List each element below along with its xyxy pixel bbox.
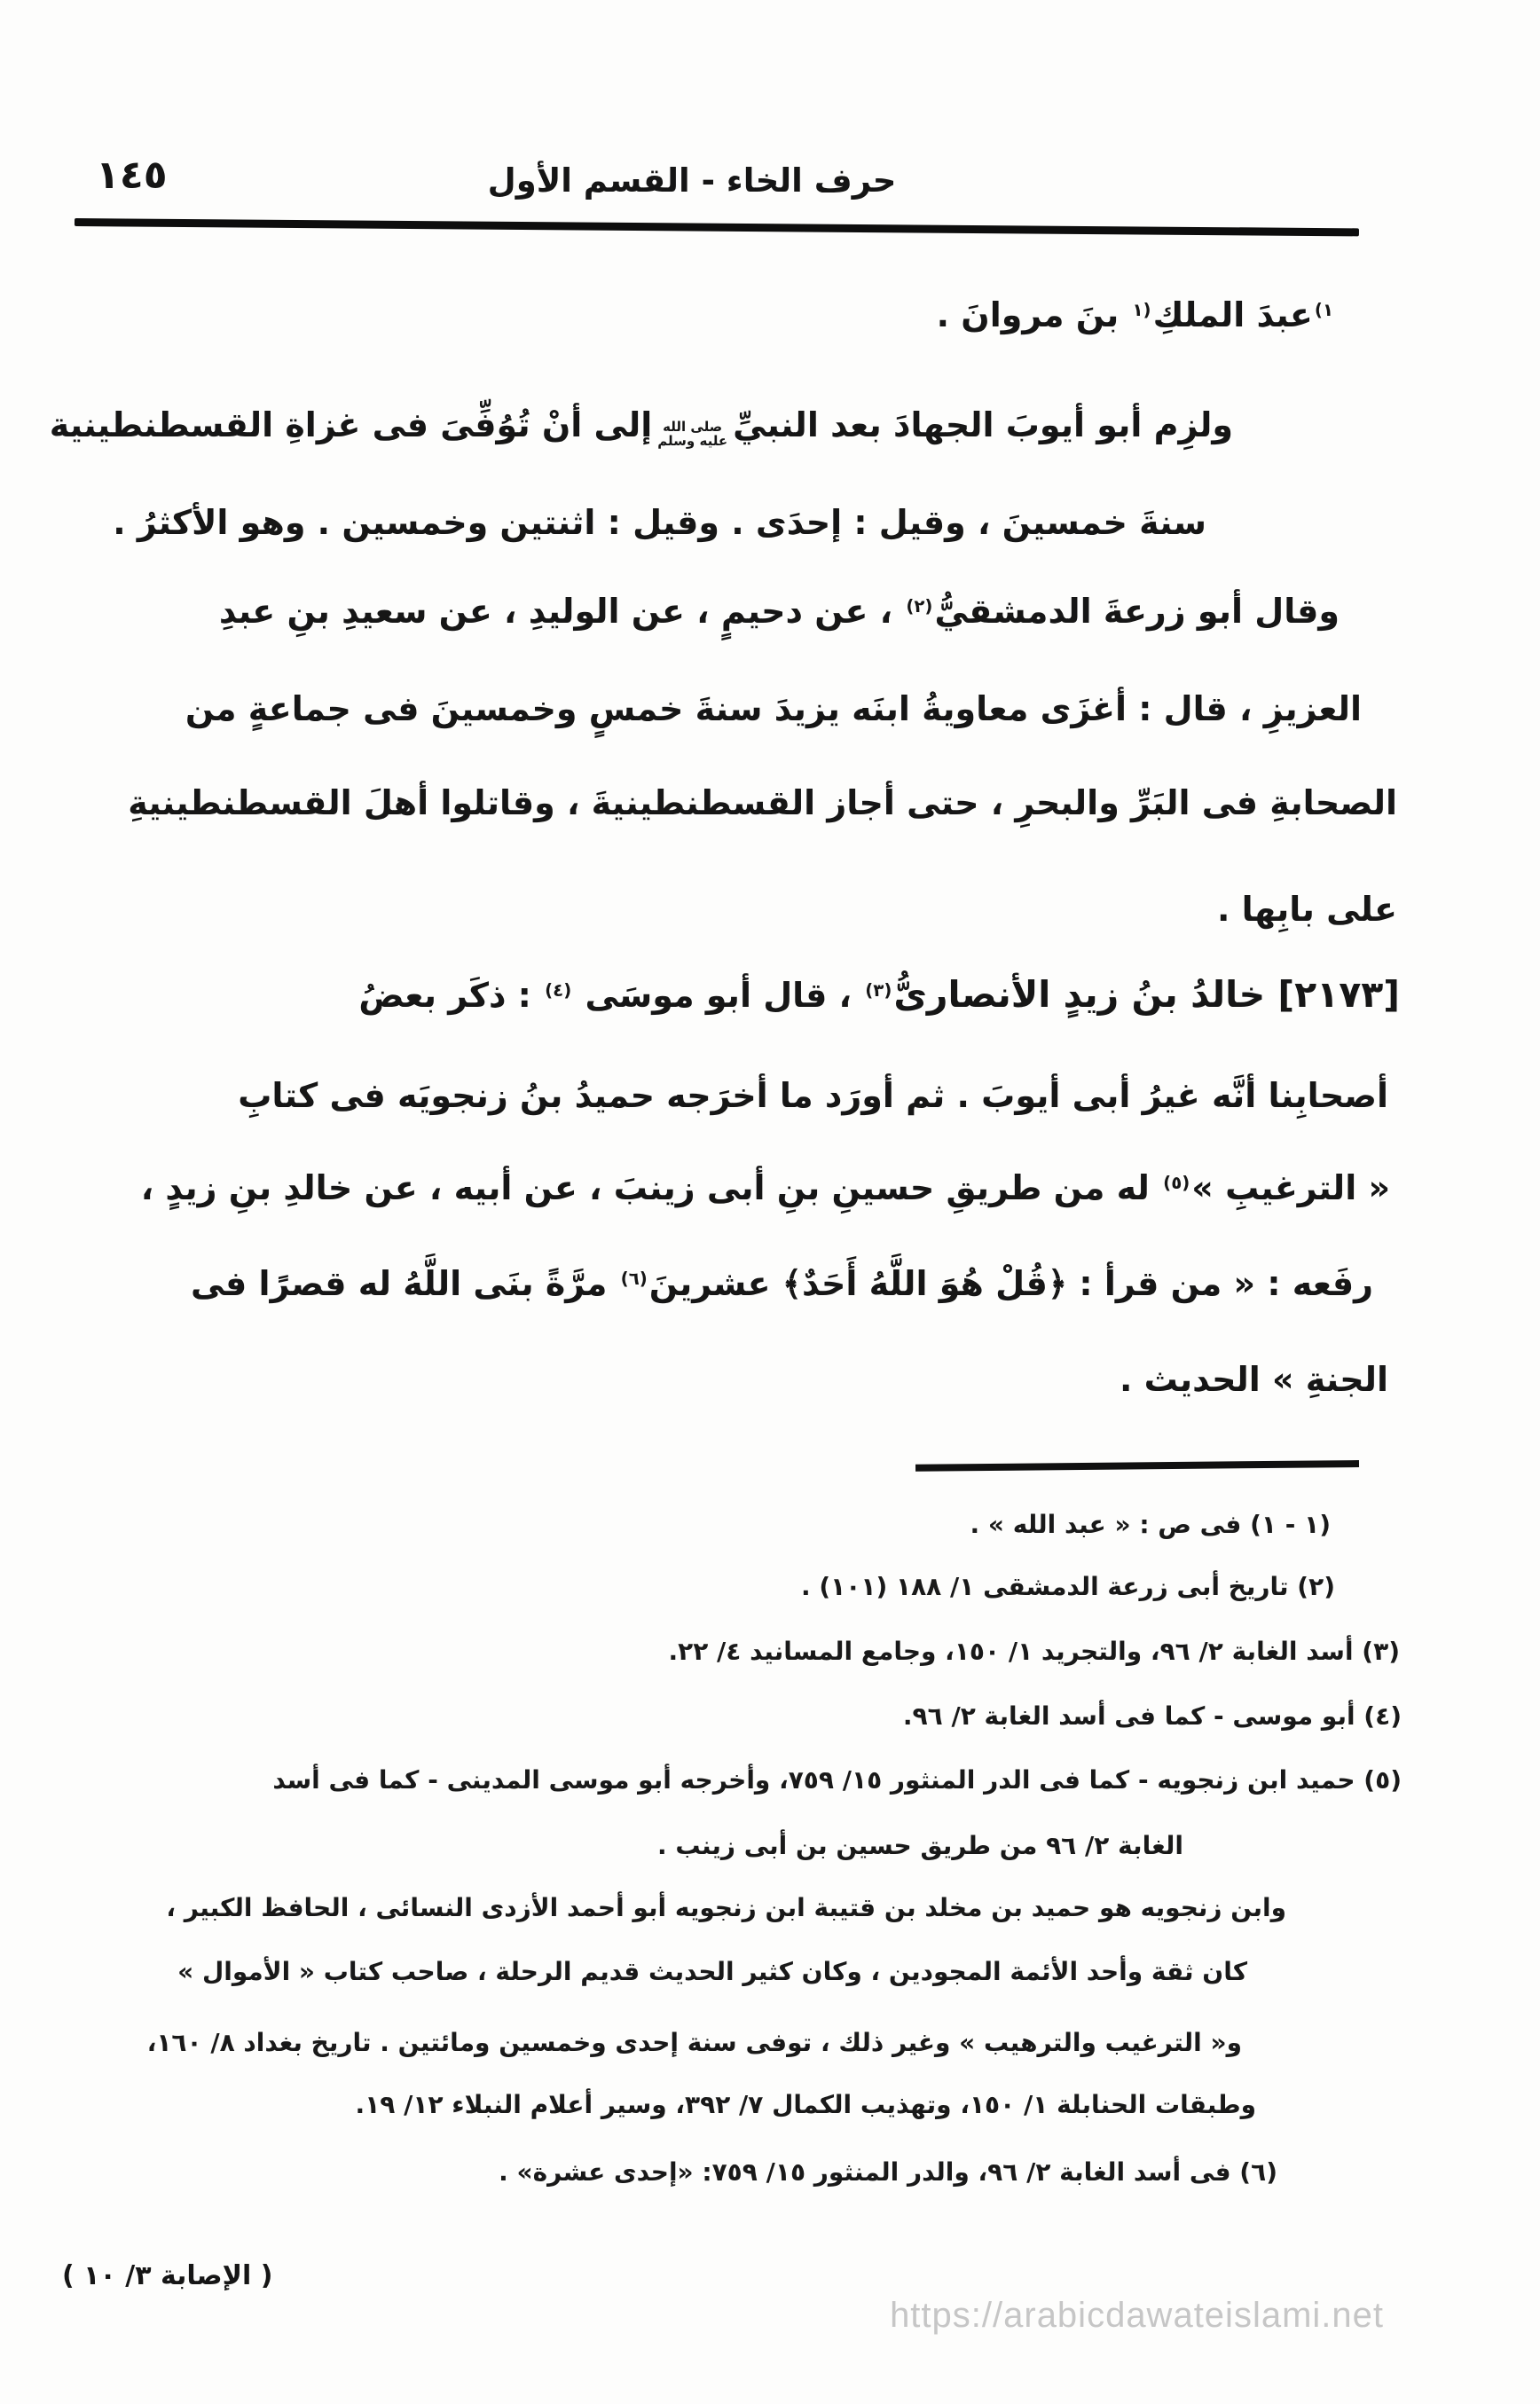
body-text: بنَ مروانَ . (936, 295, 1131, 334)
footnote-line: و« الترغيب والترهيب » وغير ذلك ، توفى سنة إحدى وخمسين ومائتين . تاريخ بغداد ٨/ ١٦٠، (146, 2028, 1242, 2057)
salawat-bottom: عليه وسلم (657, 433, 728, 449)
body-text: مرَّةً بنَى اللَّهُ له قصرًا فى (190, 1264, 619, 1303)
body-line: أصحابِنا أنَّه غيرُ أبى أيوبَ . ثم أورَد ما أخرَجه حميدُ بنُ زنجويَه فى كتابِ (238, 1076, 1388, 1115)
footnote-marker: (٤) (545, 979, 572, 1001)
body-line (937, 291, 1335, 340)
footnote-line: وطبقات الحنابلة ١/ ١٥٠، وتهذيب الكمال ٧/ ٣٩٢، وسير أعلام النبلاء ١٢/ ١٩. (355, 2090, 1256, 2119)
footnote-marker: (٣) (865, 979, 892, 1001)
salawat-symbol (657, 420, 727, 448)
body-line: سنةَ خمسينَ ، وقيل : إحدَى . وقيل : اثنتين وخمسين . وهو الأكثرُ . (113, 503, 1206, 542)
footnote-line: (٤) أبو موسى - كما فى أسد الغابة ٢/ ٩٦. (902, 1701, 1402, 1731)
footnote-line: (٣) أسد الغابة ٢/ ٩٦، والتجريد ١/ ١٥٠، وجامع المسانيد ٤/ ٢٢. (668, 1637, 1400, 1666)
footnote-line: (١ - ١) فى ص : « عبد الله » . (970, 1510, 1331, 1539)
salawat-top: صلى الله (663, 419, 723, 435)
footnote-line: وابن زنجويه هو حميد بن مخلد بن قتيبة ابن زنجويه أبو أحمد الأزدى النسائى ، الحافظ الكبير ، (166, 1893, 1286, 1922)
body-text: « الترغيبِ » (1191, 1168, 1390, 1207)
page-number: ١٤٥ (96, 153, 168, 198)
body-line: الصحابةِ فى البَرِّ والبحرِ ، حتى أجاز القسطنطينيةَ ، وقاتلوا أهلَ القسطنطينيةِ (128, 783, 1397, 822)
body-line (219, 587, 1340, 636)
body-line: العزيزِ ، قال : أغزَى معاويةُ ابنَه يزيدَ سنةَ خمسٍ وخمسينَ فى جماعةٍ من (185, 689, 1362, 728)
body-text: ولزِم أبو أيوبَ الجهادَ بعد النبيِّ (733, 405, 1233, 444)
footnote-marker: ١) (1132, 299, 1151, 320)
entry-number-name: [٢١٧٣] خالدُ بنُ زيدٍ الأنصارىُّ (893, 973, 1400, 1016)
header-title: حرف الخاء - القسم الأول (487, 161, 897, 200)
body-text-with-quran-verse: رفَعه : « من قرأ : ﴿قُلْ هُوَ اللَّهُ أَحَدٌ﴾ عشرينَ (648, 1264, 1373, 1303)
footnote-line: كان ثقة وأحد الأئمة المجودين ، وكان كثير الحديث قديم الرحلة ، صاحب كتاب « الأموال » (177, 1957, 1247, 1986)
body-text: : ذكَر بعضُ (358, 976, 544, 1015)
body-text: ، قال أبو موسَى (573, 976, 864, 1015)
body-text: وقال أبو زرعةَ الدمشقيُّ (934, 592, 1340, 631)
body-line: على بابِها . (1217, 890, 1397, 929)
footer-volume-label: ( الإصابة ٣/ ١٠ ) (62, 2260, 273, 2291)
footnote-marker: (٥) (1163, 1172, 1190, 1193)
footnote-marker: (٦) (620, 1268, 648, 1289)
body-text: ، عن دحيمٍ ، عن الوليدِ ، عن سعيدِ بنِ عبدِ (218, 592, 905, 631)
footnote-marker: (٢) (906, 595, 933, 617)
body-text: عبدَ الملكِ (1152, 295, 1313, 334)
watermark-url: https://arabicdawateislami.net (890, 2296, 1384, 2335)
footnote-line: (٢) تاريخ أبى زرعة الدمشقى ١/ ١٨٨ (١٠١) . (800, 1572, 1335, 1601)
header-rule (75, 218, 1359, 236)
footnote-line: الغابة ٢/ ٩٦ من طريق حسين بن أبى زينب . (656, 1831, 1183, 1860)
body-line (50, 401, 1233, 450)
footnote-divider (915, 1460, 1359, 1472)
footnote-line: (٥) حميد ابن زنجويه - كما فى الدر المنثور ١٥/ ٧٥٩، وأخرجه أبو موسى المدينى - كما فى أسد (272, 1765, 1402, 1795)
body-line (191, 1260, 1373, 1308)
footnote-marker: (١ (1314, 299, 1333, 320)
body-line: الجنةِ » الحديث . (1119, 1360, 1388, 1399)
body-text: له من طريقِ حسينِ بنِ أبى زينبَ ، عن أبيه ، عن خالدِ بنِ زيدٍ ، (140, 1168, 1162, 1207)
body-line (141, 1164, 1390, 1213)
footnote-line: (٦) فى أسد الغابة ٢/ ٩٦، والدر المنثور ١٥/ ٧٥٩: «إحدى عشرة» . (499, 2157, 1277, 2187)
body-line-entry (358, 969, 1400, 1021)
body-text: إلى أنْ تُوُفِّىَ فى غزاةِ القسطنطينية (49, 405, 653, 444)
